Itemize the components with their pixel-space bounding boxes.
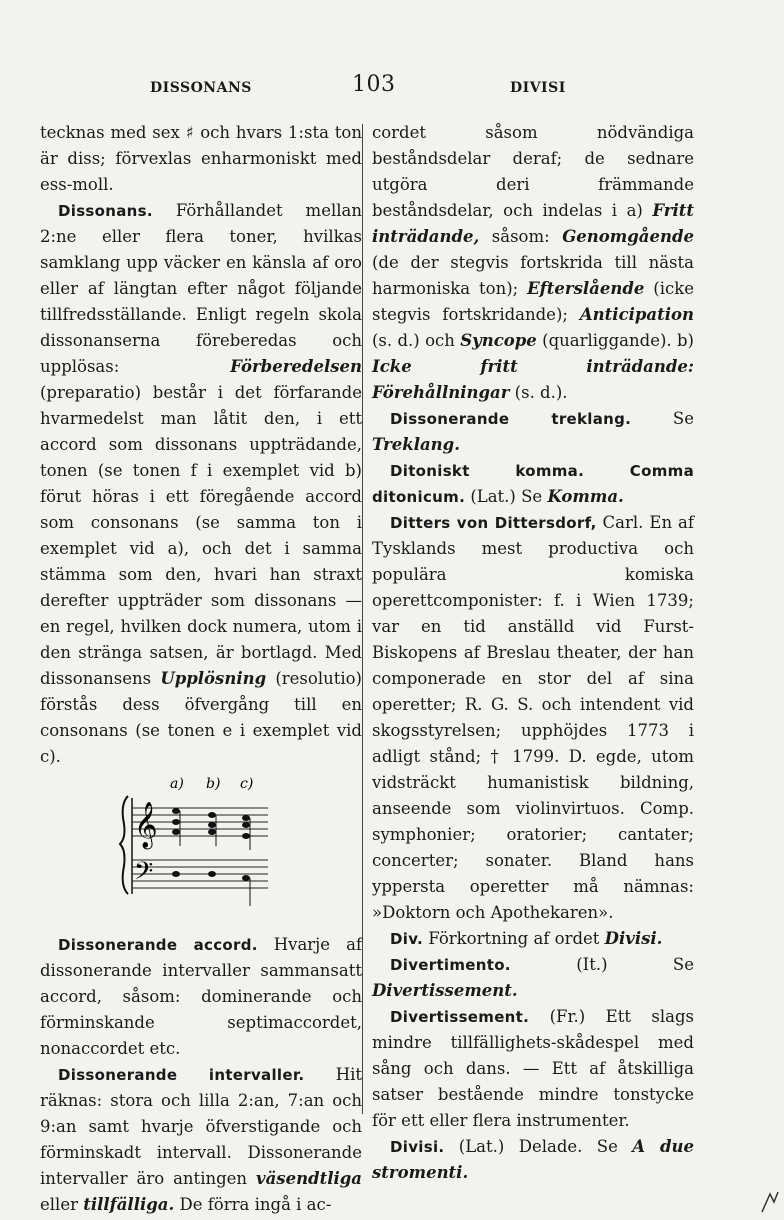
scan-mark-icon bbox=[760, 1190, 780, 1214]
entry-div bbox=[372, 926, 694, 952]
treble-clef-icon: 𝄞 bbox=[134, 802, 158, 848]
header-right-word: DIVISI bbox=[510, 80, 566, 96]
entry-italic: Förberedelsen bbox=[230, 357, 362, 376]
entry-text: (quarliggande). b) bbox=[536, 331, 694, 350]
running-head bbox=[40, 72, 740, 102]
entry-term: Dissonans. bbox=[58, 202, 153, 220]
entry-term: Ditoniskt komma. Comma ditonicum. bbox=[372, 462, 694, 506]
entry-text: (preparatio) består i det förfarande hvarmedelst man låtit den, i ett accord som dissonans uppträdande, tonen (se tonen f i exemplet vid b) förut höras i ett föregående accord som consonans (se samma ton i exemplet vid a), och det i samma stämma som den, hvari han straxt derefter uppträder som dissonans — en regel, hvilken dock numera, utom i den stränga satsen, är bortlagd. Med dissonansens bbox=[40, 383, 362, 688]
example-label-b: b) bbox=[206, 776, 221, 792]
entry-italic: Anticipation bbox=[579, 305, 694, 324]
entry-term: Divertimento. bbox=[390, 956, 511, 974]
entry-term: Divertissement. bbox=[390, 1008, 530, 1026]
entry-italic: tillfälliga. bbox=[83, 1195, 175, 1214]
music-notation-figure bbox=[118, 774, 278, 924]
entry-text: (icke stegvis fortskridande); bbox=[372, 279, 694, 324]
entry-text: (de der stegvis fortskrida till nästa harmoniska ton); bbox=[372, 253, 694, 298]
entry-text: (It.) Se bbox=[510, 955, 694, 974]
entry-dissonerande-accord bbox=[40, 932, 362, 1062]
example-label-a: a) bbox=[170, 776, 184, 792]
entry-divertissement bbox=[372, 1004, 694, 1134]
entry-italic: Divertissement. bbox=[372, 981, 518, 1000]
example-label-c: c) bbox=[240, 776, 254, 792]
entry-continuation: tecknas med sex ♯ och hvars 1:sta ton är diss; förvexlas enharmoniskt med ess-moll. bbox=[40, 123, 362, 194]
entry-italic: Fritt inträdande, bbox=[372, 201, 694, 246]
entry-text: (Fr.) Ett slags mindre tillfällighets-skådespel med sång och dans. — Ett af åtskilliga satser bestående mindre tonstycke för ett eller flera instrumenter. bbox=[372, 1007, 694, 1130]
entry-text: såsom: bbox=[479, 227, 563, 246]
entry-term: Divisi. bbox=[390, 1138, 445, 1156]
entry-text: Förkortning af ordet bbox=[423, 929, 605, 948]
entry-term: Div. bbox=[390, 930, 424, 948]
entry-dissonerande-treklang bbox=[372, 406, 694, 458]
entry-italic: Divisi. bbox=[604, 929, 663, 948]
page-number: 103 bbox=[352, 72, 396, 97]
entry-text: cordet såsom nödvändiga beståndsdelar deraf; de sednare utgöra deri främmande beståndsdelar, och indelas i a) bbox=[372, 123, 694, 220]
entry-text: (s. d.) och bbox=[372, 331, 461, 350]
entry-italic: Förehållningar bbox=[372, 383, 510, 402]
entry-italic: Upplösning bbox=[160, 669, 267, 688]
column-divider bbox=[362, 124, 363, 1114]
entry-text: Se bbox=[631, 409, 694, 428]
entry-italic: väsendtliga bbox=[256, 1169, 362, 1188]
entry-text: Hit räknas: stora och lilla 2:an, 7:an och 9:an samt hvarje öfverstigande och förminskadt intervall. Dissonerande intervaller äro antingen bbox=[40, 1065, 363, 1188]
left-column bbox=[40, 120, 362, 1218]
entry-italic: Genomgående bbox=[562, 227, 694, 246]
entry-text: (Lat.) Se bbox=[465, 487, 548, 506]
entry-divertimento bbox=[372, 952, 694, 1004]
entry-italic: Treklang. bbox=[372, 435, 460, 454]
entry-text: Förhållandet mellan 2:ne eller flera toner, hvilkas samklang upp väcker en känsla af oro eller af längtan efter något följande tillfredsställande. Enligt regeln skola dissonanserna föreberedas och upplösas: bbox=[40, 201, 362, 376]
entry-italic: Icke fritt inträdande: bbox=[372, 357, 694, 376]
header-left-word: DISSONANS bbox=[150, 80, 252, 96]
music-example bbox=[118, 774, 278, 924]
system-brace bbox=[120, 796, 128, 894]
entry-term: Ditters von Dittersdorf, bbox=[390, 514, 597, 532]
entry-text: Hvarje af dissonerande intervaller sammansatt accord, såsom: dominerande och förminskande septimaccordet, nonaccordet etc. bbox=[40, 935, 363, 1058]
entry-dissonans bbox=[40, 198, 362, 770]
entry-italic: Syncope bbox=[460, 331, 537, 350]
entry-dittersdorf bbox=[372, 510, 694, 926]
entry-term: Dissonerande intervaller. bbox=[58, 1066, 305, 1084]
entry-text: (Lat.) Delade. Se bbox=[444, 1137, 633, 1156]
entry-text: eller bbox=[40, 1195, 84, 1214]
entry-text: De förra ingå i ac- bbox=[174, 1195, 332, 1214]
entry-divisi bbox=[372, 1134, 694, 1186]
entry-text: (s. d.). bbox=[509, 383, 568, 402]
entry-term: Dissonerande treklang. bbox=[390, 410, 632, 428]
entry-text: (resolutio) förstås dess öfvergång till en consonans (se tonen e i exemplet vid c). bbox=[40, 669, 362, 766]
entry-ditoniskt-komma bbox=[372, 458, 694, 510]
entry-continuation-right bbox=[372, 120, 694, 406]
entry-dissonerande-intervaller bbox=[40, 1062, 362, 1218]
right-column bbox=[372, 120, 694, 1186]
entry-term: Dissonerande accord. bbox=[58, 936, 258, 954]
entry-text: Carl. En af Tysklands mest productiva och populära komiska operettcomponister: f. i Wien 1739; var en tid anställd vid Furst-Biskopens af Breslau theater, der han componerade en stor del af sina operetter; R. G. S. och intendent vid skogsstyrelsen; upphöjdes 1773 i adligt stånd; † 1799. D. egde, utom vidsträckt humanistisk bildning, anseende som violinvirtuos. Comp. symphonier; oratorier; cantater; concerter; sonater. Bland hans yppersta operetter må nämnas: »Doktorn och Apothekaren». bbox=[372, 513, 694, 922]
bass-clef-icon: 𝄢 bbox=[134, 857, 154, 892]
entry-italic: Efterslående bbox=[527, 279, 645, 298]
entry-italic: Komma. bbox=[547, 487, 624, 506]
entry-italic: A due stromenti. bbox=[372, 1137, 694, 1182]
